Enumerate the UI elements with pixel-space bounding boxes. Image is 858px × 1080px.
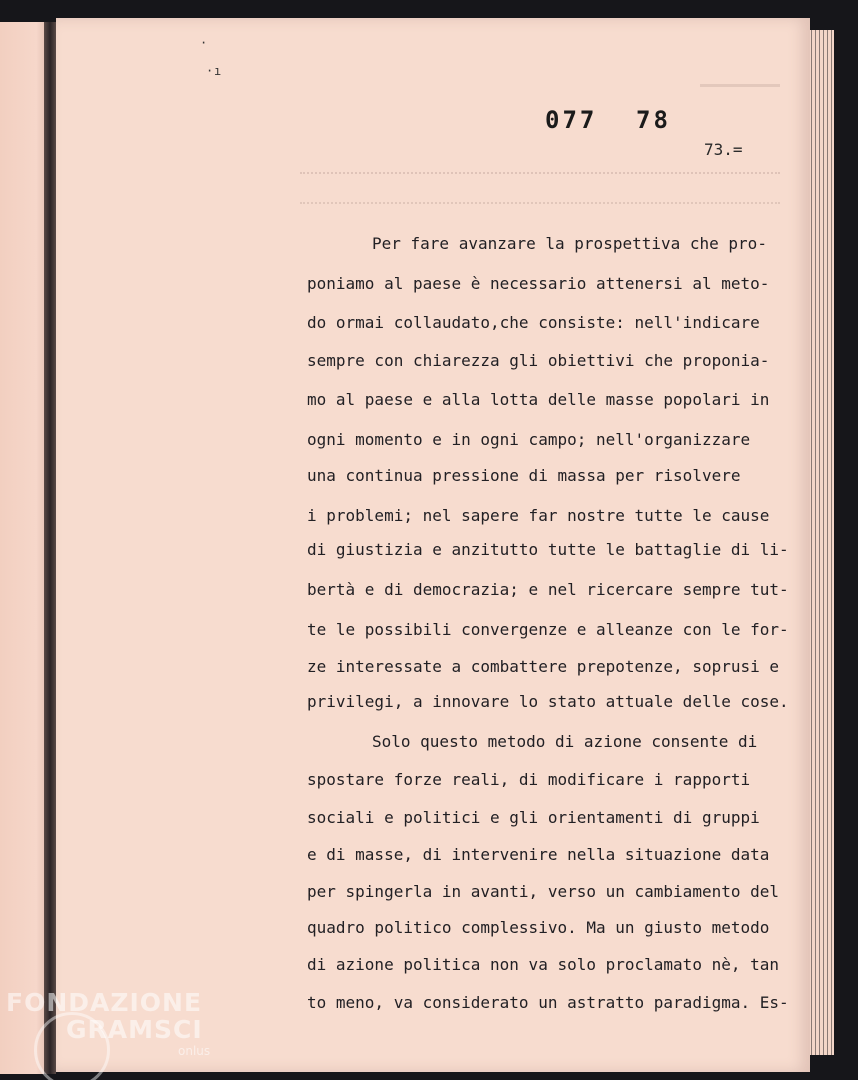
text-line: ze interessate a combattere prepotenze, soprusi e <box>307 657 780 676</box>
text-line: spostare forze reali, di modificare i rapporti <box>307 770 751 789</box>
text-line: do ormai collaudato,che consiste: nell'indicare <box>307 313 760 332</box>
text-line: i problemi; nel sapere far nostre tutte le cause <box>307 506 770 525</box>
text-line: sociali e politici e gli orientamenti di gruppi <box>307 808 760 827</box>
text-line: te le possibili convergenze e alleanze con le for- <box>307 620 789 639</box>
watermark-line-3: onlus <box>178 1044 211 1058</box>
text-line: ogni momento e in ogni campo; nell'organizzare <box>307 430 751 449</box>
text-line: Per fare avanzare la prospettiva che pro- <box>372 234 767 253</box>
bleed-through-texture <box>300 190 780 204</box>
text-line: poniamo al paese è necessario attenersi al meto- <box>307 274 770 293</box>
text-line: mo al paese e alla lotta delle masse popolari in <box>307 390 770 409</box>
text-line: e di masse, di intervenire nella situazione data <box>307 845 770 864</box>
bleed-through-texture <box>700 70 780 87</box>
text-line: Solo questo metodo di azione consente di <box>372 732 758 751</box>
text-line: una continua pressione di massa per risolvere <box>307 466 741 485</box>
page-speck: · <box>200 36 208 50</box>
page-speck: · <box>206 64 214 78</box>
typed-page-mark: 73.= <box>704 140 743 159</box>
page-speck: ı <box>214 64 222 78</box>
text-line: to meno, va considerato un astratto paradigma. Es- <box>307 993 789 1012</box>
watermark-line-2: GRAMSCI <box>66 1015 203 1044</box>
archive-stamp-number: 077 <box>545 106 598 134</box>
watermark-line-1: FONDAZIONE <box>6 988 203 1017</box>
text-line: di azione politica non va solo proclamato nè, tan <box>307 955 780 974</box>
text-line: bertà e di democrazia; e nel ricercare sempre tut- <box>307 580 789 599</box>
text-line: sempre con chiarezza gli obiettivi che proponia- <box>307 351 770 370</box>
watermark-logo <box>6 988 211 1058</box>
text-line: per spingerla in avanti, verso un cambiamento del <box>307 882 780 901</box>
text-line: privilegi, a innovare lo stato attuale delle cose. <box>307 692 789 711</box>
bleed-through-texture <box>300 160 780 174</box>
text-line: di giustizia e anzitutto tutte le battaglie di li- <box>307 540 789 559</box>
text-line: quadro politico complessivo. Ma un giusto metodo <box>307 918 770 937</box>
archive-page-number: 78 <box>636 106 671 134</box>
